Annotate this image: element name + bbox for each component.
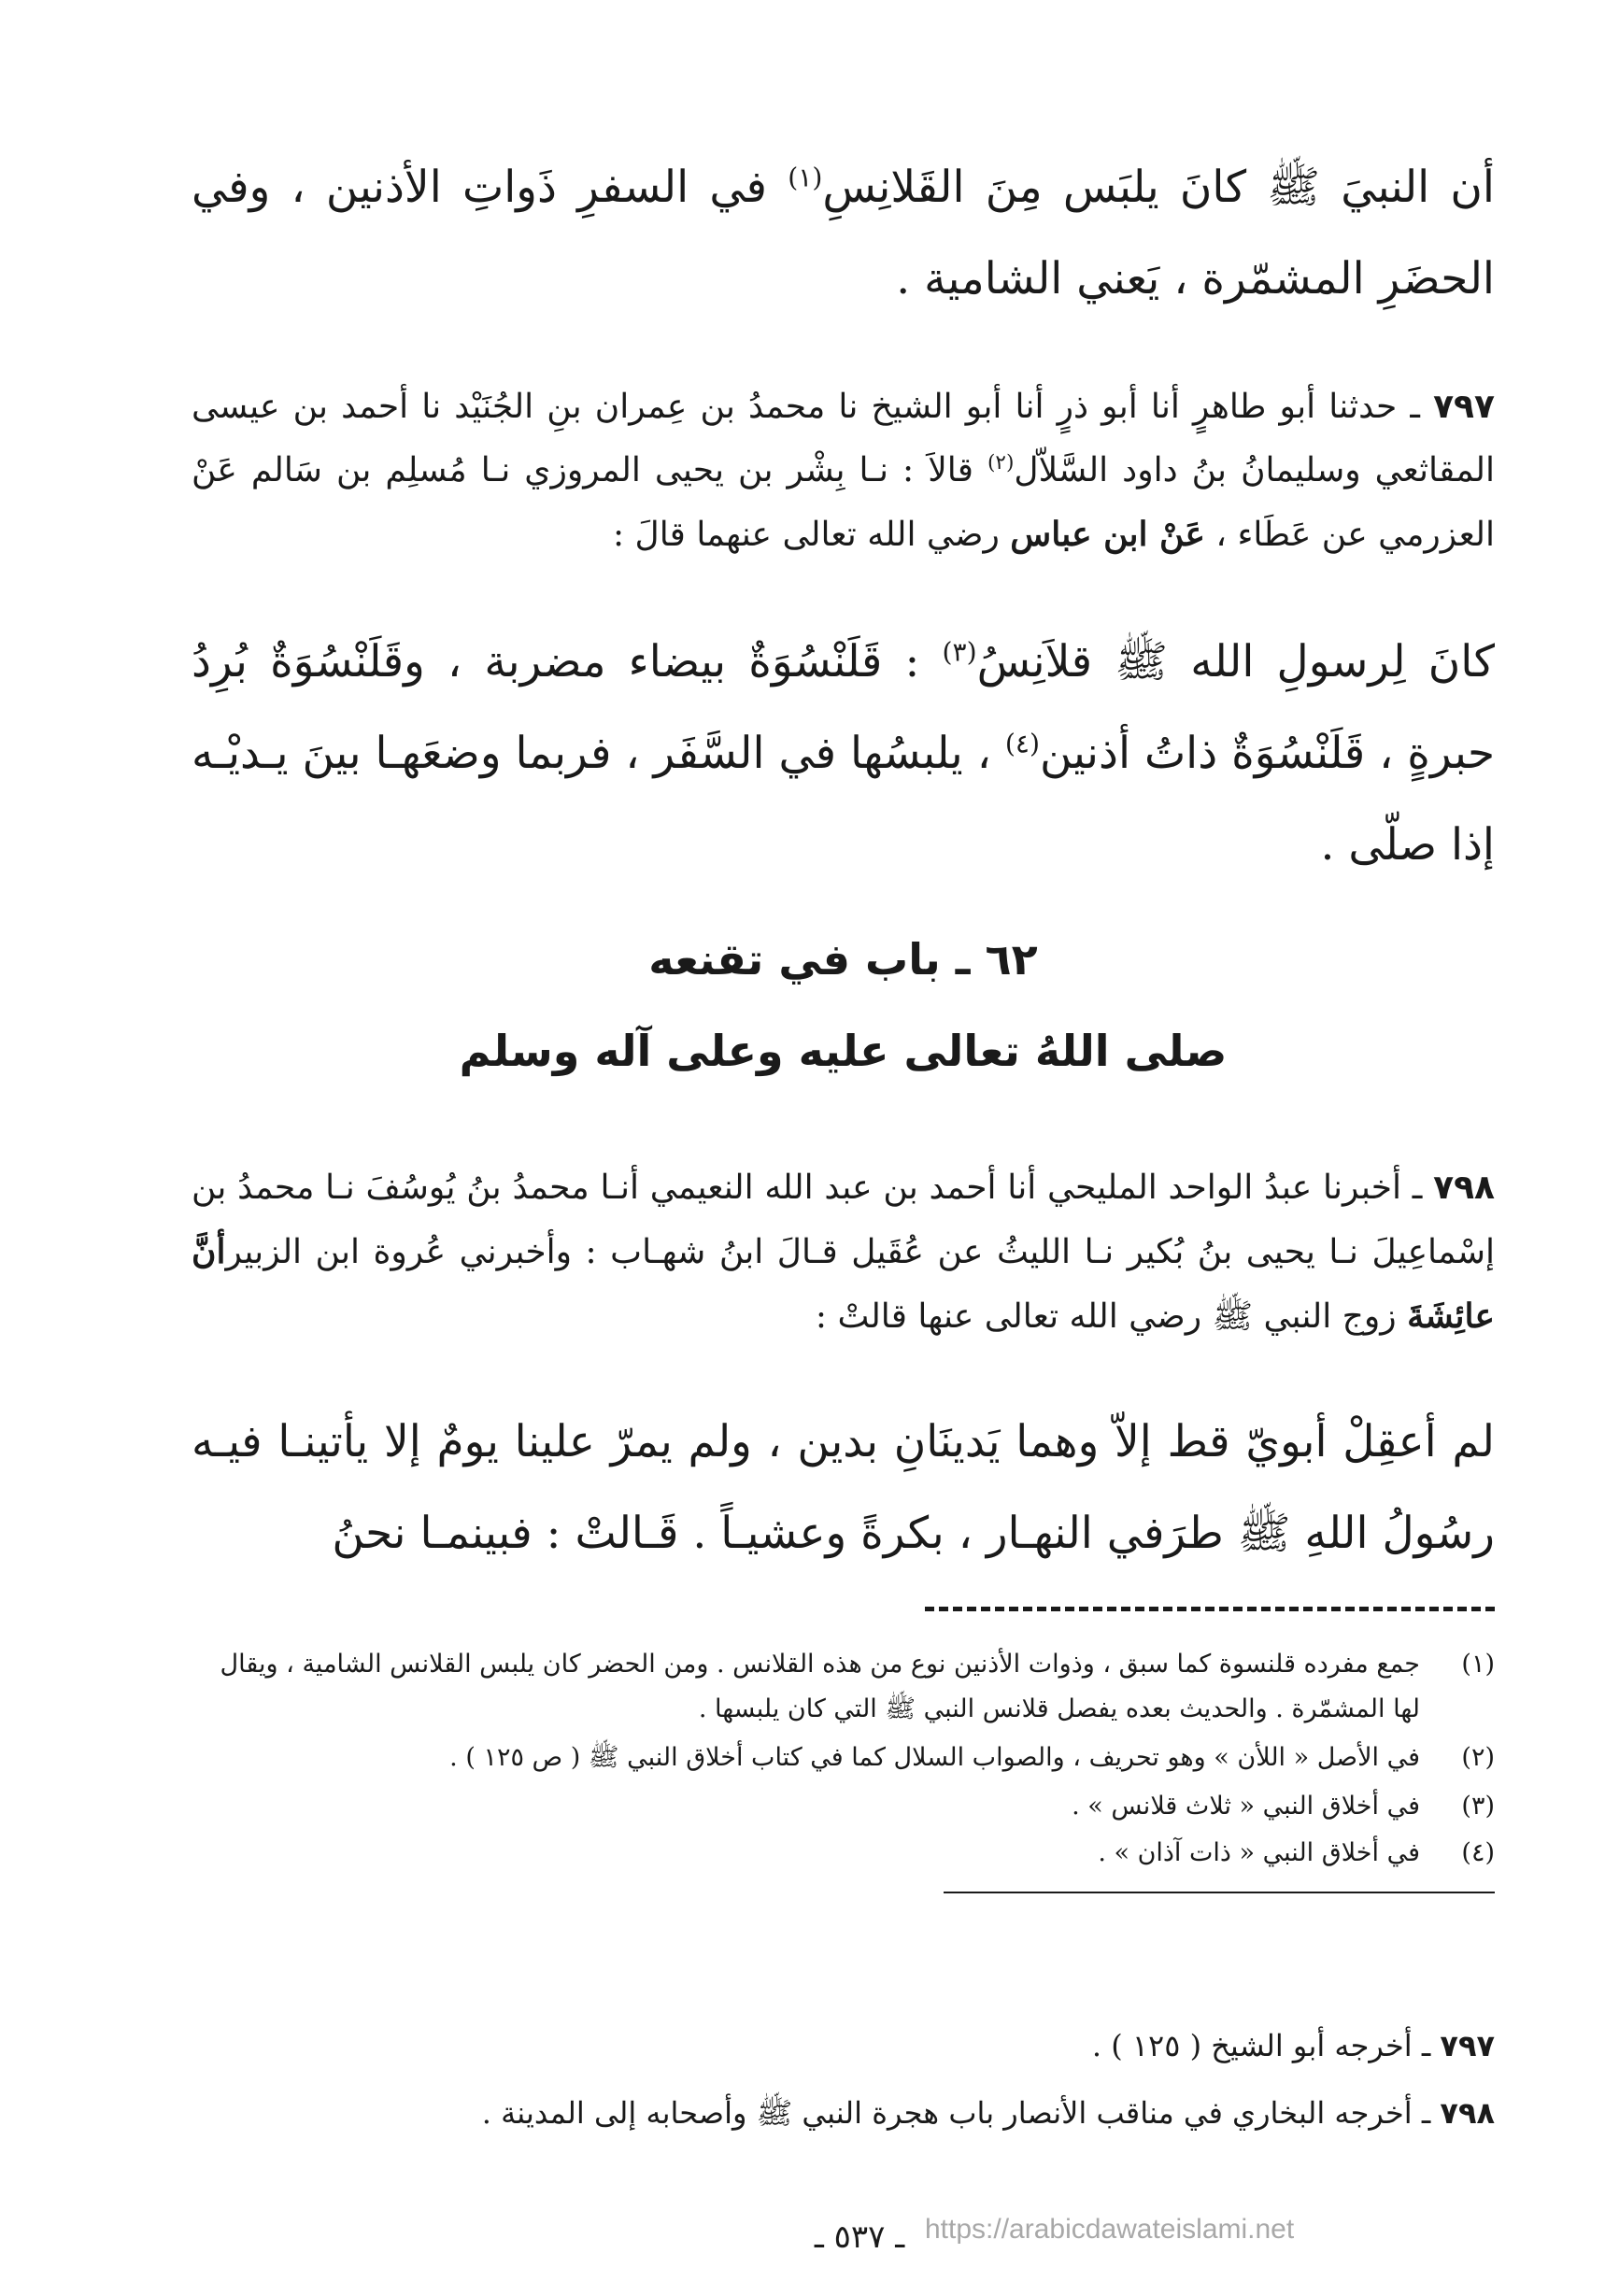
hadith-797-matn: [192, 617, 1495, 891]
footnote-number: (٣): [1461, 1792, 1495, 1821]
footnote-text: جمع مفرده قلنسوة كما سبق ، وذوات الأذنين نوع من هذه القلانس . ومن الحضر كان يلبس القلانس الشامية ، ويقال لها المشمّرة . والحديث بعده يفصل قلانس النبي ﷺ التي كان يلبسها .: [220, 1650, 1420, 1723]
hadith-798-isnad: [192, 1156, 1495, 1349]
page-number: ـ ٥٣٧ ـ: [814, 2218, 905, 2256]
footnote-ref-4: (٤): [1004, 728, 1040, 759]
source-note: [192, 2018, 1495, 2074]
footnote-text: في الأصل « اللأن » وهو تحريف ، والصواب السلال كما في كتاب أخلاق النبي ﷺ ( ص ١٢٥ ) .: [449, 1743, 1420, 1772]
watermark: https://arabicdawateislami.net: [925, 2214, 1295, 2245]
hadith-number: ٧٩٧: [1433, 388, 1495, 426]
source-separator: [944, 1892, 1495, 1893]
matn-text: كانَ لِرسولِ الله ﷺ قلاَنِسُ: [976, 636, 1495, 687]
hadith-number: ٧٩٧: [1440, 2028, 1495, 2063]
hadith-797-isnad: [192, 376, 1495, 567]
footnote-ref-2: (٢): [987, 451, 1015, 475]
footnote-number: (٢): [1461, 1743, 1495, 1772]
intro-text: أن النبيَ ﷺ كانَ يلبَس مِنَ القَلانِسِ: [822, 162, 1495, 213]
footnote-ref-3: (٣): [942, 636, 977, 668]
separator: ـ: [1401, 1169, 1434, 1207]
source-note: [192, 2085, 1495, 2141]
footnote-item: [192, 1642, 1495, 1732]
separator: ـ: [1397, 388, 1434, 426]
source-text: أخرجه أبو الشيخ ( ١٢٥ ) .: [1091, 2028, 1413, 2063]
footnote-item: [192, 1784, 1495, 1829]
footnote-item: [192, 1736, 1495, 1780]
footnote-number: (١): [1461, 1650, 1495, 1679]
companion-name: عَنْ ابن عباس: [1010, 515, 1205, 554]
footnote-text: في أخلاق النبي « ذات آذان » .: [1098, 1838, 1420, 1867]
footnote-item: [192, 1831, 1495, 1876]
footnote-text: في أخلاق النبي « ثلاث قلانس » .: [1072, 1792, 1420, 1821]
footnote-number: (٤): [1461, 1838, 1495, 1867]
companion-name: أنَّ عائِشَةَ: [192, 1232, 1495, 1336]
separator: ـ: [1412, 2028, 1441, 2063]
intro-paragraph: [192, 142, 1495, 325]
hadith-number: ٧٩٨: [1433, 1169, 1496, 1207]
chapter-title: ٦٢ ـ باب في تقنعه: [648, 934, 1038, 985]
hadith-798-matn: لم أعقِلْ أبويّ قط إلاّ وهما يَدينَانِ بدين ، ولم يمرّ علينا يومٌ إلا يأتينـا فيـه رسُولُ اللهِ ﷺ طرَفي النهـار ، بكرةً وعشيـاً . قَـالتْ : فبينمـا نحنُ: [192, 1416, 1495, 1559]
isnad-text: قالاَ : نـا بِشْر بن يحيى المروزي نـا مُسلِم بن سَالم عَنْ العزرمي عن عَطَاء ،: [192, 451, 1495, 554]
source-text: أخرجه البخاري في مناقب الأنصار باب هجرة النبي ﷺ وأصحابه إلى المدينة .: [481, 2095, 1413, 2131]
intro-text-after: في السفرِ ذَواتِ الأذنين ، وفي الحضَرِ المشمّرة ، يَعني الشامية .: [192, 162, 1495, 305]
isnad-text: أخبرنا عبدُ الواحد المليحي أنا أحمد بن عبد الله النعيمي أنـا محمدُ بنُ يُوسُفَ نـا محمدُ بن إسْماعِيلَ نـا يحيى بنُ بُكير نـا الليثُ عن عُقَيل قـالَ ابنُ شهـاب : وأخبرني عُروة ابن الزبير: [192, 1169, 1495, 1271]
matn-text: ، يلبسُها في السَّفَر ، فربما وضعَهـا بينَ يـديْـه إذا صلّى .: [192, 728, 1495, 871]
isnad-text: رضي الله تعالى عنهما قالَ :: [612, 516, 1011, 554]
chapter-subtitle: صلى اللهُ تعالى عليه وعلى آله وسلم: [459, 1026, 1228, 1076]
footnote-separator: [925, 1607, 1495, 1611]
footnote-ref-1: (١): [788, 162, 823, 193]
isnad-text: حدثنا أبو طاهرٍ أنا أبو ذرٍ أنا أبو الشيخ نا محمدُ بن عِمران بنِ الجُنَيْد نا أحمد بن عيسى المقاثعي وسليمانُ بنُ داود السَّلاّل: [192, 388, 1495, 489]
hadith-number: ٧٩٨: [1440, 2095, 1495, 2131]
separator: ـ: [1412, 2095, 1441, 2131]
matn-text: : قَلَنْسُوَةٌ بيضاء مضربة ، وقَلَنْسُوَةٌ بُرِدُ حبرةٍ ، قَلَنْسُوَةٌ ذاتُ أذنين: [192, 636, 1496, 779]
isnad-text: زوج النبي ﷺ رضي الله تعالى عنها قالتْ :: [815, 1297, 1408, 1336]
